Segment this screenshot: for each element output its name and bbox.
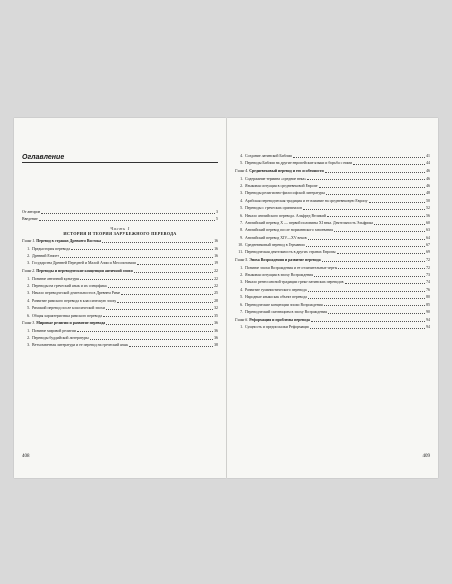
entry-page: 16 xyxy=(214,239,218,244)
toc-entry xyxy=(235,243,430,248)
right-page xyxy=(227,118,438,478)
leader-dots xyxy=(129,346,213,347)
entry-number: 1. xyxy=(240,265,243,270)
entry-page: 46 xyxy=(426,176,430,181)
chapter-name: Переводы и переводческие концепции античной эпохи xyxy=(36,269,133,274)
chapter-prefix: Глава 2. xyxy=(22,269,36,274)
entry-title: Народные языки как объект перевода xyxy=(245,295,307,300)
entry-page: 69 xyxy=(426,250,430,255)
toc-entry xyxy=(235,177,430,182)
entry-title: Государства Древней Передней и Малой Азии и Месопотамии xyxy=(32,261,136,266)
leader-dots xyxy=(338,268,425,269)
leader-dots xyxy=(106,309,213,310)
toc-entry xyxy=(235,228,430,233)
toc-entry xyxy=(235,161,430,166)
chapter-title xyxy=(22,239,101,244)
leader-dots xyxy=(308,239,426,240)
entry-page: 52 xyxy=(426,206,430,211)
leader-dots xyxy=(325,172,425,173)
chapter-prefix: Глава 1. xyxy=(22,239,36,244)
toc-entry xyxy=(22,254,218,259)
entry-title: Переводы на греческий язык и их специфика xyxy=(32,283,107,288)
leader-dots xyxy=(327,216,425,217)
leader-dots xyxy=(310,328,425,329)
entry-page: 73 xyxy=(426,273,430,278)
entry-page: 22 xyxy=(214,283,218,288)
leader-dots xyxy=(374,224,425,225)
entry-number: 4. xyxy=(240,198,243,203)
entry-page: 19 xyxy=(214,261,218,266)
chapter-prefix: Глава 5. xyxy=(235,258,249,263)
entry-number: 2. xyxy=(27,253,30,258)
left-page xyxy=(14,118,226,478)
toc-entry xyxy=(235,154,430,159)
right-page-number: 409 xyxy=(422,454,430,459)
toc-chapter-entry xyxy=(235,258,430,263)
leader-dots xyxy=(77,331,213,332)
entry-title: Английский перевод после норманнского завоевания xyxy=(245,228,333,233)
toc-entry xyxy=(235,295,430,300)
toc-entry xyxy=(235,221,430,226)
entry-page: 36 xyxy=(214,336,218,341)
entry-page: 46 xyxy=(426,169,430,174)
entry-number: 3. xyxy=(27,261,30,266)
entry-number: 7. xyxy=(240,310,243,315)
entry-title: Английский перевод X — первой половины XI века. Деятельность Эльфрика xyxy=(245,220,374,225)
entry-title: Римский перевод после классической эпохи xyxy=(32,306,105,311)
toc-entry xyxy=(235,214,430,219)
entry-title: Предыстория перевода xyxy=(32,246,70,251)
entry-title: Переводы Библии на другие европейские языки и борьба с ними xyxy=(245,161,353,166)
leader-dots xyxy=(353,164,425,165)
toc-entry xyxy=(22,299,218,304)
leader-dots xyxy=(106,324,213,325)
entry-number: 6. xyxy=(240,213,243,218)
entry-title: Понятие античной культуры xyxy=(32,276,80,281)
toc-chapter-entry xyxy=(22,269,218,274)
leader-dots xyxy=(369,202,426,203)
toc-entry xyxy=(22,343,218,348)
entry-number: 5. xyxy=(240,206,243,211)
entry-page: 22 xyxy=(214,276,218,281)
entry-number: 2. xyxy=(240,183,243,188)
entry-number: 3. xyxy=(27,343,30,348)
toc-entry xyxy=(235,288,430,293)
entry-title: Языковая ситуация в средневековой Европе xyxy=(245,183,318,188)
entry-number: 3. xyxy=(240,280,243,285)
entry-number: 3. xyxy=(240,191,243,196)
leader-dots xyxy=(117,302,213,303)
leader-dots xyxy=(328,313,425,314)
chapter-title xyxy=(22,321,105,326)
entry-number: 10. xyxy=(238,243,243,248)
entry-page: 32 xyxy=(214,306,218,311)
chapter-name: Реформация и проблемы перевода xyxy=(249,317,310,322)
entry-number: 1. xyxy=(240,325,243,330)
entry-title: Арабская переводческая традиция и ее влияние на средневековую Европу xyxy=(245,198,368,203)
entry-title: Развитие римского перевода в классическую эпоху xyxy=(32,298,117,303)
entry-number: 1. xyxy=(27,246,30,251)
leader-dots xyxy=(134,272,213,273)
leader-dots xyxy=(39,220,215,221)
entry-number: 4. xyxy=(240,287,243,292)
entry-title: Языковая ситуация в эпоху Возрождения xyxy=(245,273,314,278)
chapter-name: Эпоха Возрождения и развитие перевода xyxy=(249,258,321,263)
leader-dots xyxy=(324,305,425,306)
leader-dots xyxy=(319,187,426,188)
leader-dots xyxy=(345,283,426,284)
entry-title: Древний Египет xyxy=(32,253,59,258)
entry-title: Сущность и предпосылки Реформации xyxy=(245,325,310,330)
leader-dots xyxy=(307,179,425,180)
entry-page: 5 xyxy=(216,217,218,222)
entry-number: 2. xyxy=(27,283,30,288)
entry-page: 85 xyxy=(426,302,430,307)
entry-title: Понятие эпохи Возрождения и ее отличительные черты xyxy=(245,265,338,270)
toc-entry xyxy=(22,217,218,222)
entry-number: 6. xyxy=(240,302,243,307)
entry-page: 3 xyxy=(216,210,218,214)
entry-number: 6. xyxy=(27,313,30,318)
toc-entry xyxy=(22,284,218,289)
entry-number: 2. xyxy=(240,273,243,278)
toc-heading: Оглавление xyxy=(22,154,218,163)
leader-dots xyxy=(102,242,213,243)
chapter-title xyxy=(235,318,310,323)
entry-title: Средневековый перевод в Германии xyxy=(245,243,305,248)
entry-page: 60 xyxy=(426,220,430,225)
toc-entry xyxy=(22,210,218,215)
toc-entry xyxy=(235,184,430,189)
leader-dots xyxy=(80,279,213,280)
chapter-prefix: Глава 4. xyxy=(235,169,249,174)
part-name: ИСТОРИЯ И ТЕОРИЯ ЗАРУБЕЖНОГО ПЕРЕВОДА xyxy=(63,231,177,237)
leader-dots xyxy=(308,291,426,292)
toc-chapter-entry xyxy=(235,169,430,174)
entry-number: 2. xyxy=(27,336,30,341)
leader-dots xyxy=(293,157,425,158)
entry-page: 50 xyxy=(426,198,430,203)
toc-chapter-entry xyxy=(22,321,218,326)
left-toc-entries xyxy=(22,210,218,351)
entry-title: Начало английского перевода. Альфред Великий xyxy=(245,213,326,218)
entry-title: Английский перевод XIV—XV веков xyxy=(245,235,307,240)
chapter-title xyxy=(235,258,321,263)
toc-entry xyxy=(235,325,430,330)
toc-entry xyxy=(22,261,218,266)
entry-page: 16 xyxy=(214,253,218,258)
toc-entry xyxy=(22,247,218,252)
toc-entry xyxy=(235,303,430,308)
part-title xyxy=(22,226,218,236)
leader-dots xyxy=(306,246,426,247)
leader-dots xyxy=(71,249,213,250)
toc-entry xyxy=(235,273,430,278)
toc-entry xyxy=(235,236,430,241)
entry-number: 5. xyxy=(240,161,243,166)
leader-dots xyxy=(311,321,425,322)
chapter-name: Средневековый перевод и его особенности xyxy=(249,169,324,174)
entry-title: Переводы буддийской литературы xyxy=(32,336,89,341)
leader-dots xyxy=(41,213,215,214)
entry-title: Ветхозаветная литература и ее перевод на греческий язык xyxy=(32,343,128,348)
chapter-name: Мировые религии и развитие перевода xyxy=(36,321,106,326)
toc-entry xyxy=(22,306,218,311)
leader-dots xyxy=(322,261,425,262)
part-label: Часть I xyxy=(110,226,130,232)
toc-entry xyxy=(22,329,218,334)
chapter-title xyxy=(22,269,133,274)
entry-page: 64 xyxy=(426,235,430,240)
entry-number: 4. xyxy=(240,154,243,158)
entry-page: 67 xyxy=(426,243,430,248)
entry-title: Переводы с греческих оригиналов xyxy=(245,206,302,211)
entry-number: 9. xyxy=(240,235,243,240)
entry-page: 25 xyxy=(214,291,218,296)
entry-page: 16 xyxy=(214,246,218,251)
entry-page: 38 xyxy=(214,343,218,348)
right-toc-entries xyxy=(235,154,430,333)
chapter-name: Перевод в странах Древнего Востока xyxy=(36,239,102,244)
entry-number: 1. xyxy=(240,176,243,181)
entry-page: 80 xyxy=(426,295,430,300)
leader-dots xyxy=(60,257,213,258)
entry-number: 8. xyxy=(240,228,243,233)
leader-dots xyxy=(334,231,425,232)
toc-entry xyxy=(235,310,430,315)
toc-entry xyxy=(235,280,430,285)
entry-number: 11. xyxy=(238,250,243,255)
entry-page: 94 xyxy=(426,325,430,330)
leader-dots xyxy=(308,298,425,299)
entry-page: 63 xyxy=(426,228,430,233)
toc-chapter-entry xyxy=(22,239,218,244)
leader-dots xyxy=(137,264,213,265)
toc-entry xyxy=(235,206,430,211)
toc-entry xyxy=(235,199,430,204)
chapter-prefix: Глава 3. xyxy=(22,321,36,326)
entry-title: Переводы религиозно-философской литературы xyxy=(245,191,325,196)
toc-entry xyxy=(22,277,218,282)
toc-entry xyxy=(22,291,218,296)
toc-chapter-entry xyxy=(235,318,430,323)
toc-entry xyxy=(235,266,430,271)
entry-page: 56 xyxy=(426,213,430,218)
leader-dots xyxy=(108,287,213,288)
leader-dots xyxy=(337,253,426,254)
entry-page: 72 xyxy=(426,265,430,270)
entry-title: Создание латинской Библии xyxy=(245,154,292,158)
entry-title: Развитие гуманистического перевода xyxy=(245,287,307,292)
entry-number: 7. xyxy=(240,220,243,225)
entry-number: 3. xyxy=(27,291,30,296)
entry-title: Введение xyxy=(22,217,38,222)
entry-title: Начало переводческой деятельности в Древнем Риме xyxy=(32,291,121,296)
leader-dots xyxy=(103,316,213,317)
entry-page: 36 xyxy=(214,321,218,326)
toc-entry xyxy=(22,314,218,319)
entry-page: 28 xyxy=(214,298,218,303)
entry-title: Переводческая деятельность в других странах Европы xyxy=(245,250,336,255)
entry-number: 5. xyxy=(240,295,243,300)
entry-page: 35 xyxy=(214,313,218,318)
entry-title: Переводческий скептицизм в эпоху Возрождения xyxy=(245,310,327,315)
toc-entry xyxy=(235,191,430,196)
chapter-prefix: Глава 6. xyxy=(235,317,249,322)
left-page-number: 408 xyxy=(22,454,30,459)
entry-number: 1. xyxy=(27,276,30,281)
entry-number: 4. xyxy=(27,298,30,303)
entry-number: 1. xyxy=(27,328,30,333)
leader-dots xyxy=(326,194,425,195)
leader-dots xyxy=(314,276,425,277)
entry-page: 72 xyxy=(426,258,430,263)
entry-title: От авторов xyxy=(22,210,41,214)
toc-entry xyxy=(22,336,218,341)
entry-page: 90 xyxy=(426,310,430,315)
chapter-title xyxy=(235,169,324,174)
entry-title: Переводческие концепции эпохи Возрождения xyxy=(245,302,323,307)
entry-page: 74 xyxy=(426,280,430,285)
leader-dots xyxy=(121,294,213,295)
entry-page: 41 xyxy=(426,154,430,158)
entry-page: 76 xyxy=(426,287,430,292)
leader-dots xyxy=(90,339,213,340)
entry-page: 36 xyxy=(214,328,218,333)
entry-page: 46 xyxy=(426,183,430,188)
entry-page: 94 xyxy=(426,317,430,322)
entry-number: 5. xyxy=(27,306,30,311)
toc-entry xyxy=(235,250,430,255)
entry-title: Понятие мировой религии xyxy=(32,328,76,333)
leader-dots xyxy=(303,209,425,210)
entry-page: 44 xyxy=(426,161,430,166)
entry-title: Начало ренессансной традиции греко-латинских переводов xyxy=(245,280,344,285)
entry-page: 48 xyxy=(426,191,430,196)
entry-title: Содержание термина «средние века» xyxy=(245,176,307,181)
entry-title: Общая характеристика римского перевода xyxy=(32,313,103,318)
entry-page: 22 xyxy=(214,269,218,274)
